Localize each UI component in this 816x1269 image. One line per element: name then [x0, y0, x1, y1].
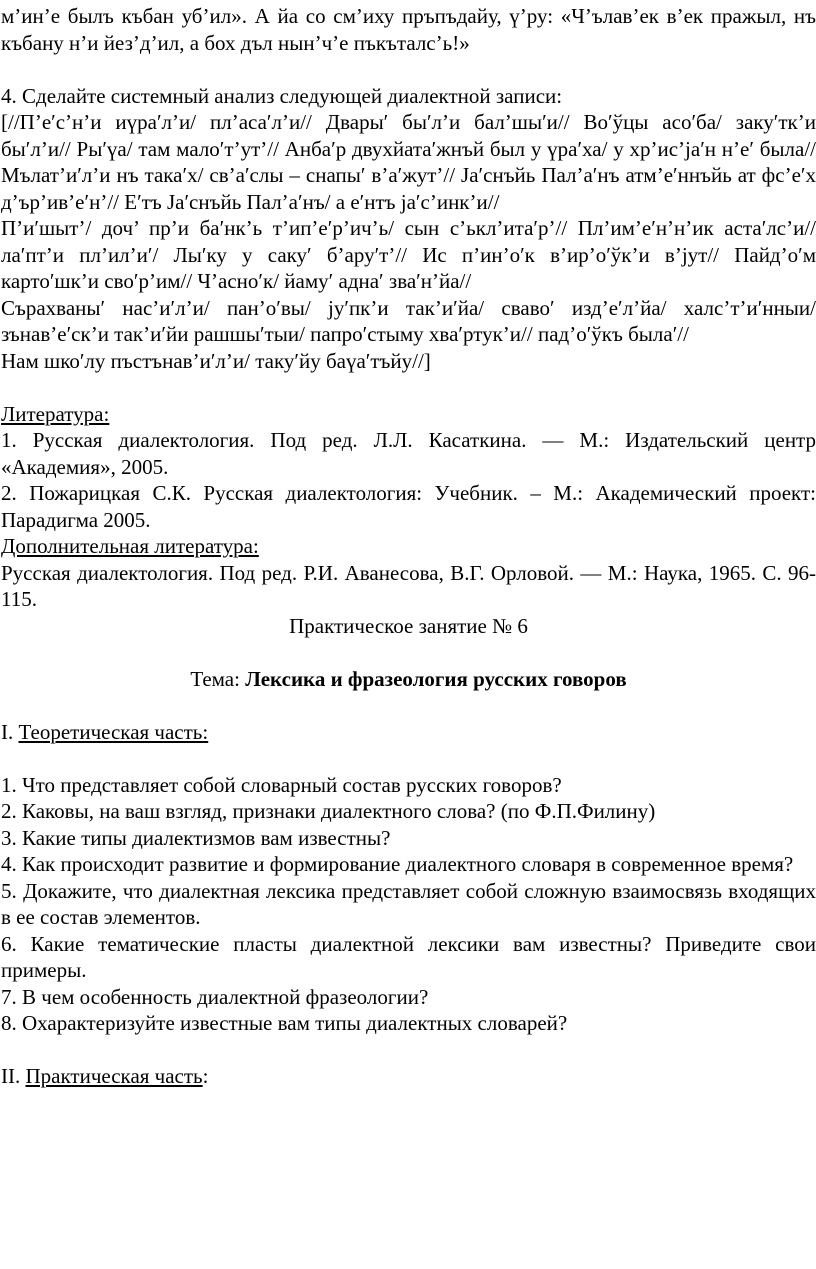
additional-literature-heading: Дополнительная литература:: [1, 534, 259, 558]
theory-heading: [1, 719, 816, 746]
theory-numeral: I.: [1, 719, 19, 744]
document-page: [0, 3, 816, 1269]
topic-prefix: Тема:: [190, 666, 246, 691]
task4-heading: 4. Сделайте системный анализ следующей диалектной записи:: [1, 83, 563, 108]
practice-heading-text: Практическая часть: [25, 1064, 203, 1088]
question-item: 7. В чем особенность диалектной фразеологии?: [1, 984, 429, 1009]
question-item: 4. Как происходит развитие и формирование диалектного словаря в современное время?: [1, 852, 794, 876]
question-item: 2. Каковы, на ваш взгляд, признаки диалектного слова? (по Ф.П.Филину): [1, 799, 656, 823]
literature-item: 1. Русская диалектология. Под ред. Л.Л. Касаткина. — М.: Издательский центр «Академия», 2005.: [1, 428, 816, 479]
transcription-paragraph: П’и′шыт’/ доч’ пр’и ба′нк’ь т’ип’е′р’ич’ь/ сын с’ькл’ита′р’// Пл’им’е′н’н’ик аста′лс’и// ла′пт’и пл’ил’и′/ Лы′ку у саку′ б’ару′т’// Ис п’ин’о′к в’ир’о′ўк’и в’јут// Пайд’о′м карто′шк’и сво′р’им// Ч’асно′к/ йаму′ адна′ зва′н’йа//: [1, 216, 816, 293]
question-item: 8. Охарактеризуйте известные вам типы диалектных словарей?: [1, 1011, 568, 1035]
topic-title: Лексика и фразеология русских говоров: [245, 666, 627, 691]
practice-heading: [1, 1063, 816, 1090]
spacer: [1, 374, 816, 401]
spacer: [1, 692, 816, 719]
intro-quote: м’ин’е былъ къбан уб’ил». А йа со см’иху пръпъдайу, ү’ру: «Ч’ълав’ек в’ек пражыл, нъ къбану н’и йез’д’ил, а бох дъл нын’ч’е пъкъталс’ь!»: [1, 4, 816, 55]
question-item: 5. Докажите, что диалектная лексика представляет собой сложную взаимосвязь входящих в ее состав элементов.: [1, 878, 816, 929]
question-item: 3. Какие типы диалектизмов вам известны?: [1, 825, 391, 850]
spacer: [1, 1037, 816, 1064]
theory-heading-text: Теоретическая часть:: [18, 719, 209, 744]
lesson-topic: [1, 666, 816, 693]
transcription-paragraph: Сърахваны′ нас’и′л’и/ пан’о′вы/ ју′пк’и так’и′йа/ сваво′ изд’е′л’йа/ халс’т’и′нныи/ зънав’е′ск’и так’и′йи рашшы′тыи/ папро′стыму хва′ртук’и// пад’о′ўкъ была′//: [1, 295, 816, 346]
transcription-paragraph: Нам шко′лу пъстънав’и′л’и/ таку′йу баүа′тъйу//]: [1, 348, 431, 373]
practice-numeral: II.: [1, 1064, 26, 1088]
literature-heading: Литература:: [1, 401, 110, 426]
spacer: [1, 56, 816, 83]
additional-literature-item: Русская диалектология. Под ред. Р.И. Аванесова, В.Г. Орловой. — М.: Наука, 1965. С. 96-115.: [1, 560, 816, 611]
spacer: [1, 639, 816, 666]
practice-colon: :: [202, 1064, 209, 1088]
transcription-paragraph: [//П’е′с’н’и иүра′л’и/ пл’аса′л’и// Двары′ бы′л’и бал’шы′и// Во′ўцы асо′ба/ заку′тк’и бы′л’и// Ры′үа/ там мало′т’ут’// Анба′р двухйата′жнъй был у үра′ха/ у хр’ис’ја′н н’е′ была// Мълат’и′л’и нъ така′х/ св’а′слы – снапы′ в’а′жут’// Ја′снъйь Пал’а′нъ атм’е′ннъйь ат фс’е′х д’ър’ив’е′н’// Е′тъ Ја′снъйь Пал’а′нъ/ а е′нтъ ја′с’инк’и//: [1, 110, 816, 214]
question-item: 1. Что представляет собой словарный состав русских говоров?: [1, 772, 562, 797]
question-item: 6. Какие тематические пласты диалектной лексики вам известны? Приведите свои примеры.: [1, 931, 816, 982]
spacer: [1, 745, 816, 772]
lesson-title: Практическое занятие № 6: [289, 613, 528, 638]
literature-item: 2. Пожарицкая С.К. Русская диалектология: Учебник. – М.: Академический проект: Парадигма 2005.: [1, 481, 816, 532]
